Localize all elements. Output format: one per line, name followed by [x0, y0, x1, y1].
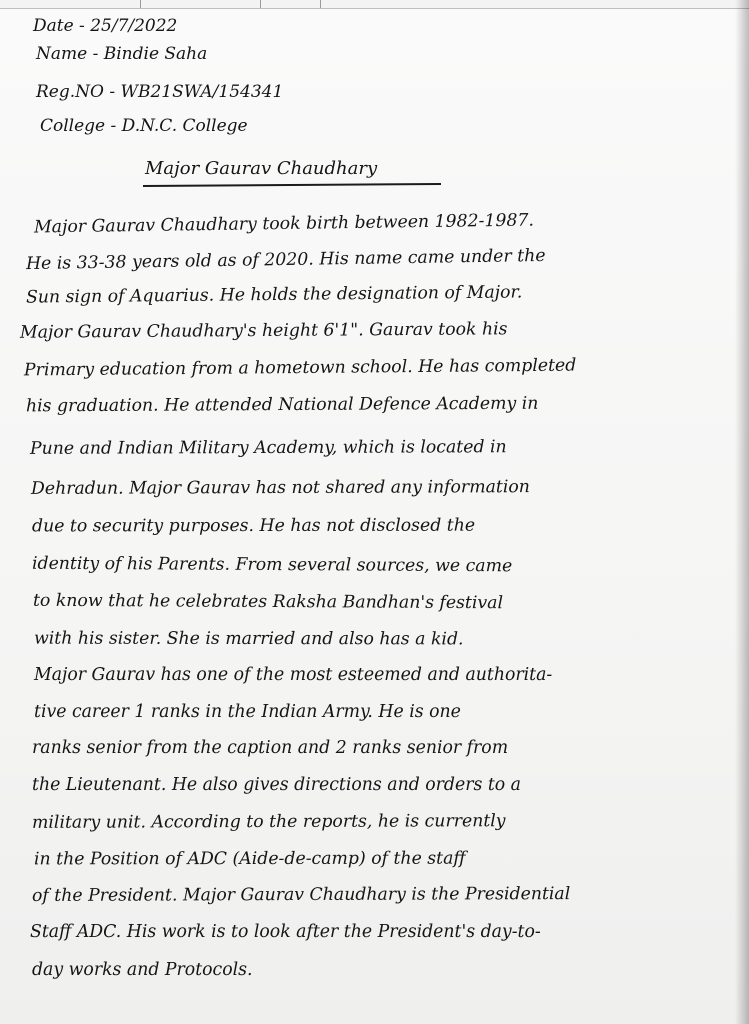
- body-line-16: the Lieutenant. He also gives directions and orders to a: [32, 775, 521, 795]
- body-line-12: with his sister. She is married and also has a kid.: [33, 628, 464, 650]
- body-line-11: to know that he celebrates Raksha Bandhan's festival: [32, 590, 504, 614]
- body-line-21: day works and Protocols.: [32, 960, 253, 980]
- body-line-13: Major Gaurav has one of the most esteemed and authorita-: [34, 665, 553, 685]
- body-line-15: ranks senior from the caption and 2 ranks senior from: [32, 738, 509, 758]
- body-line-20: Staff ADC. His work is to look after the President's day-to-: [30, 922, 541, 942]
- body-line-18: in the Position of ADC (Aide-de-camp) of the staff: [33, 848, 466, 870]
- body-line-14: tive career 1 ranks in the Indian Army. He is one: [34, 702, 461, 722]
- registration-number-line: Reg.NO - WB21SWA/154341: [36, 82, 284, 102]
- body-line-8: Dehradun. Major Gaurav has not shared any information: [30, 477, 530, 499]
- name-line: Name - Bindie Saha: [36, 44, 208, 64]
- body-line-9: due to security purposes. He has not disclosed the: [31, 515, 476, 537]
- essay-title: Major Gaurav Chaudhary: [145, 158, 378, 179]
- page-top-edge: [0, 0, 749, 9]
- body-line-3: Sun sign of Aquarius. He holds the designation of Major.: [25, 282, 523, 308]
- body-line-1: Major Gaurav Chaudhary took birth between 1982-1987.: [33, 210, 535, 238]
- date-line: Date - 25/7/2022: [33, 16, 178, 36]
- body-line-7: Pune and Indian Military Academy, which is located in: [29, 437, 507, 459]
- body-line-2: He is 33-38 years old as of 2020. His name came under the: [25, 245, 546, 275]
- body-line-17: military unit. According to the reports, he is currently: [31, 811, 506, 833]
- body-line-10: identity of his Parents. From several sources, we came: [31, 553, 513, 577]
- body-line-5: Primary education from a hometown school. He has completed: [23, 355, 577, 381]
- body-line-4: Major Gaurav Chaudhary's height 6'1". Gaurav took his: [19, 319, 508, 343]
- body-line-6: his graduation. He attended National Defence Academy in: [25, 393, 539, 417]
- title-underline: [143, 183, 441, 187]
- college-line: College - D.N.C. College: [40, 116, 248, 136]
- page-shadow: [735, 0, 749, 1024]
- body-line-19: of the President. Major Gaurav Chaudhary is the Presidential: [31, 884, 571, 906]
